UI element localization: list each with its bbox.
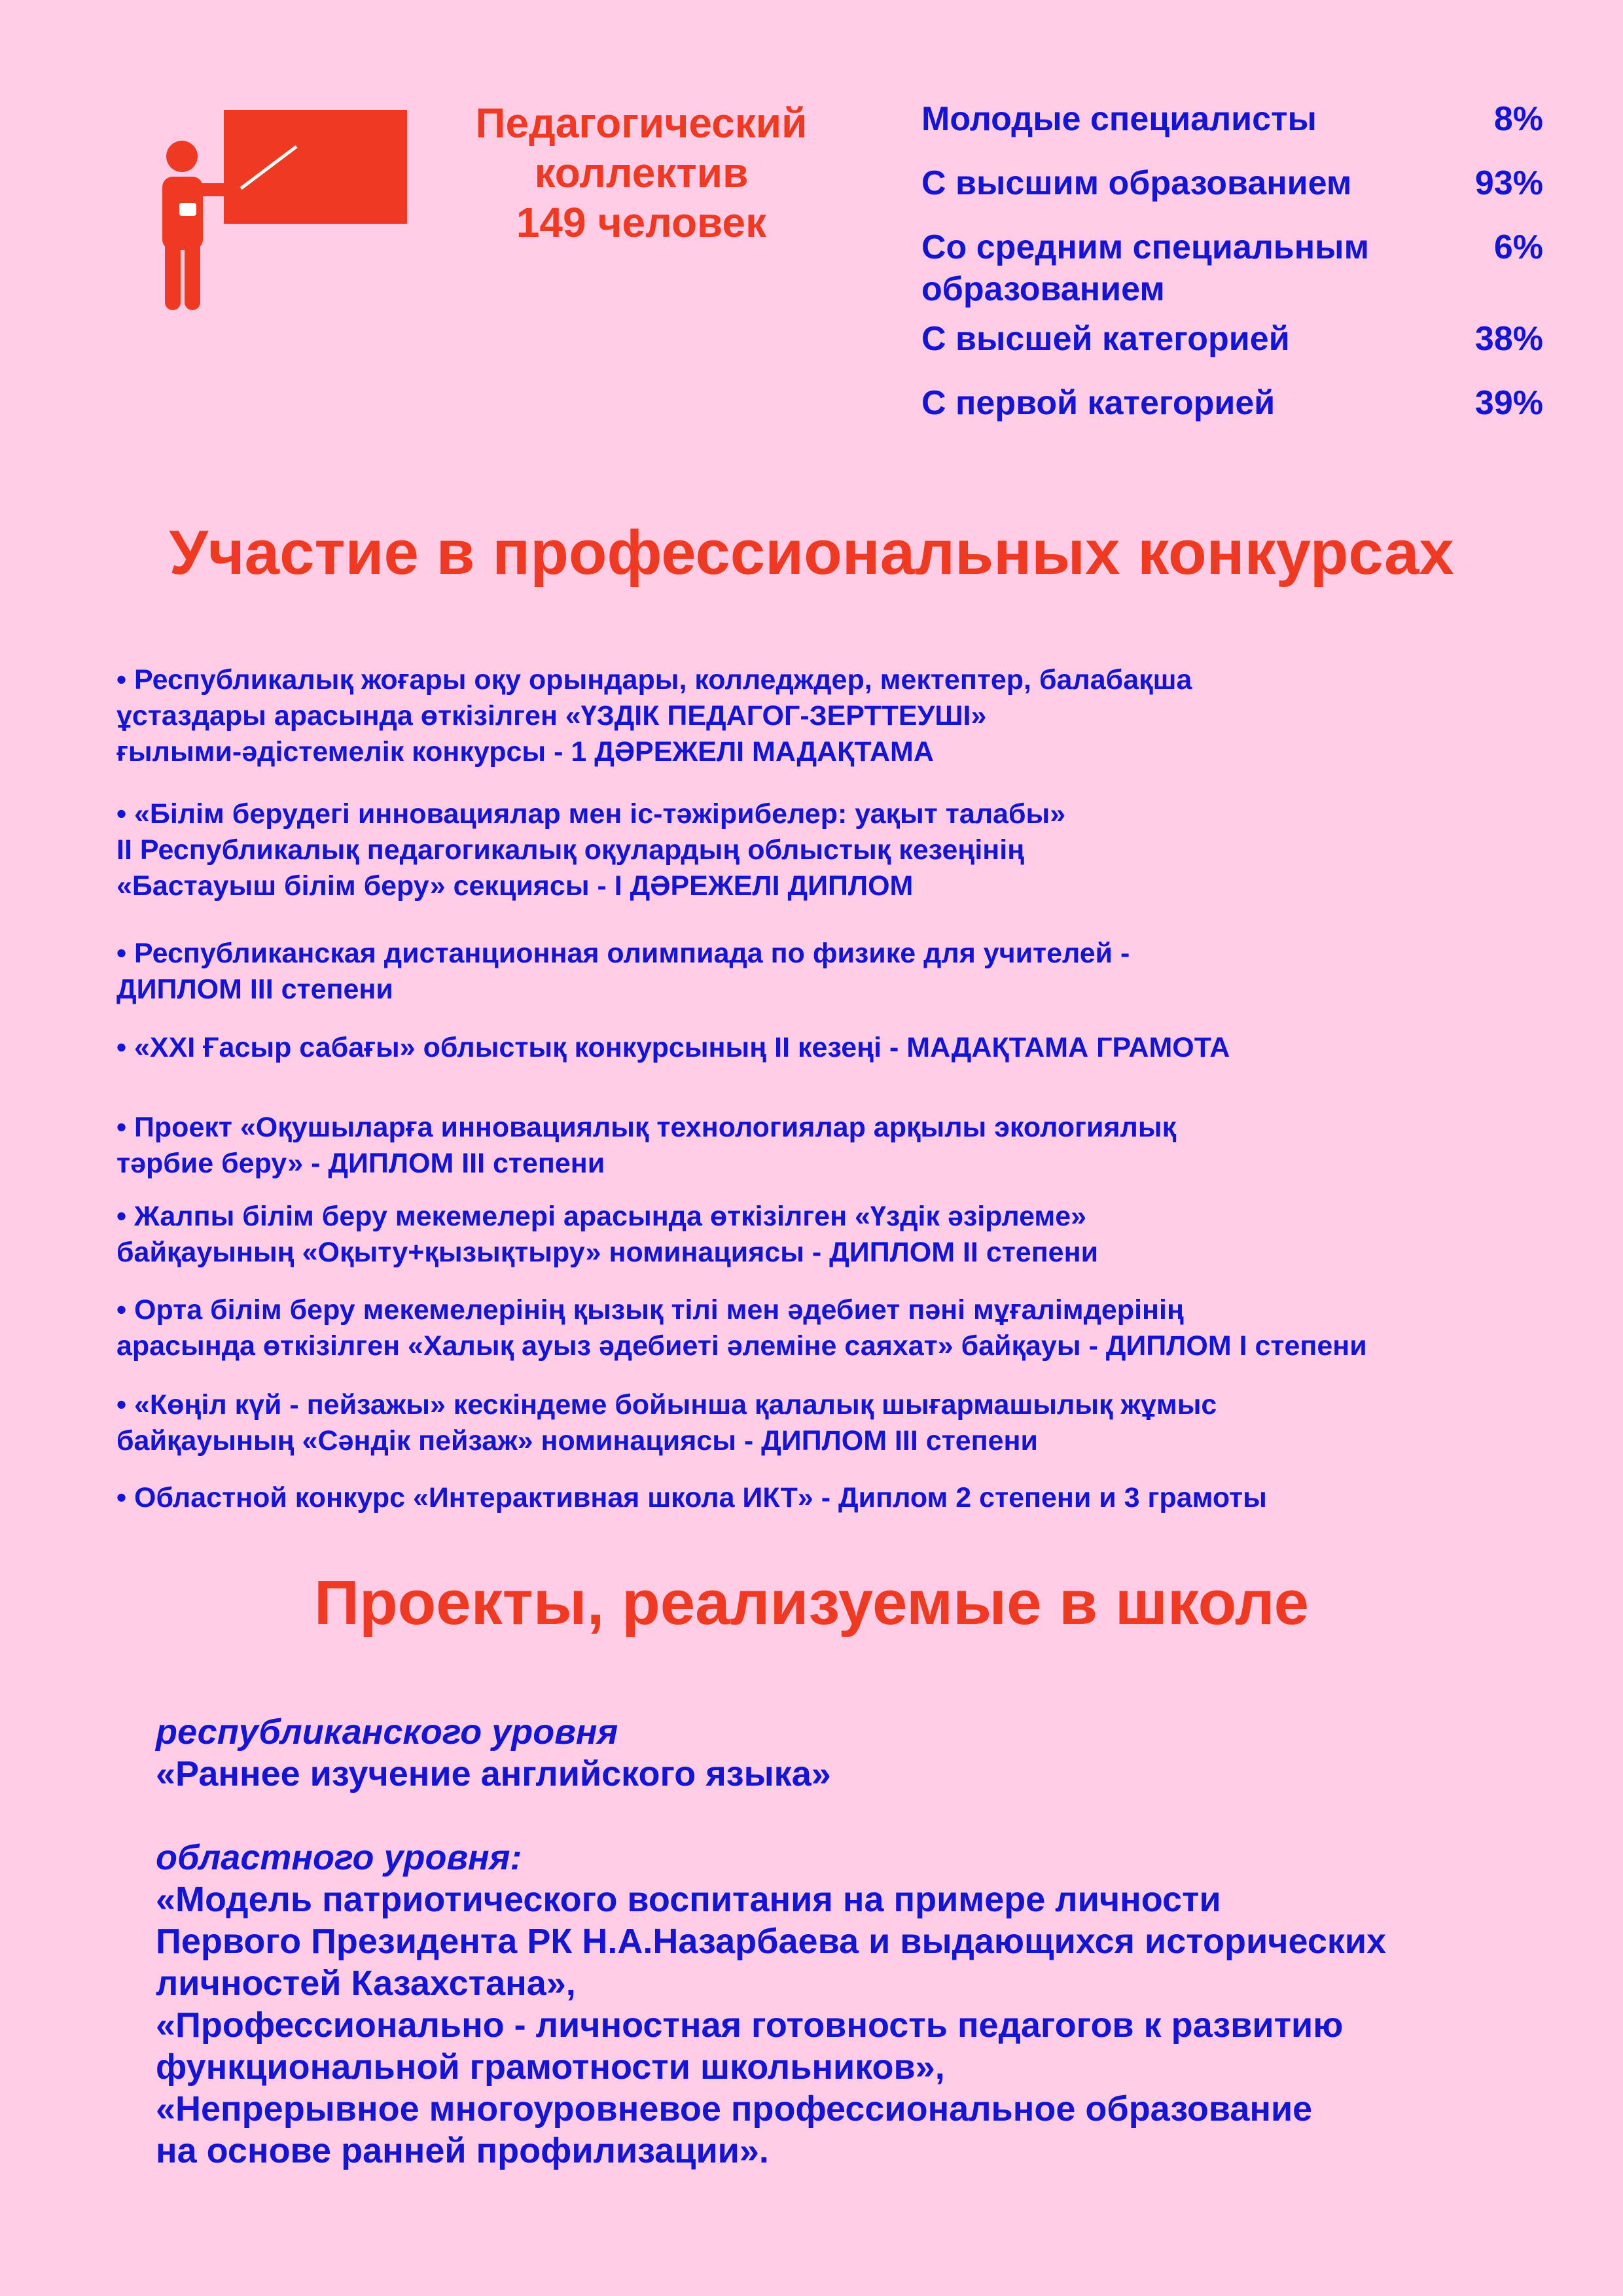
list-item <box>116 1292 1367 1364</box>
stat-value: 6% <box>1493 228 1543 266</box>
stat-row <box>921 98 1543 140</box>
contest-line: «Бастауыш білім беру» секциясы - I ДӘРЕЖЕЛІ ДИПЛОМ <box>116 870 914 902</box>
contest-line: байқауының «Оқыту+қызықтыру» номинациясы - ДИПЛОМ II степени <box>116 1237 1099 1268</box>
stat-label: Со средним специальным <box>921 228 1370 266</box>
projects-heading: Проекты, реализуемые в школе <box>314 1568 1309 1638</box>
contest-line: тәрбие беру» - ДИПЛОМ III степени <box>116 1148 605 1179</box>
stat-row <box>921 382 1543 424</box>
contest-line: ДИПЛОМ III степени <box>116 974 393 1005</box>
contest-line: • Областной конкурс «Интерактивная школа ИКТ» - Диплом 2 степени и 3 грамоты <box>116 1482 1267 1513</box>
stat-label: Молодые специалисты <box>921 100 1317 138</box>
list-item <box>116 1387 1217 1459</box>
contest-line: байқауының «Сәндік пейзаж» номинациясы - ДИПЛОМ III степени <box>116 1425 1038 1457</box>
stat-label: образованием <box>921 270 1165 308</box>
project-level: республиканского уровня <box>156 1712 618 1752</box>
list-item <box>116 1480 1267 1516</box>
contest-line: • Жалпы білім беру мекемелері арасында өткізілген «Үздік әзірлеме» <box>116 1201 1087 1232</box>
contest-line: ғылыми-әдістемелік конкурсы - 1 ДӘРЕЖЕЛІ МАДАҚТАМА <box>116 736 934 768</box>
contest-line: • «XXI Ғасыр сабағы» облыстық конкурсының II кезеңі - МАДАҚТАМА ГРАМОТА <box>116 1032 1230 1063</box>
list-item <box>116 796 1065 904</box>
stat-label: С первой категорией <box>921 384 1275 422</box>
contest-line: II Республикалық педагогикалық оқулардың облыстық кезеңінің <box>116 834 1025 866</box>
contest-line: арасында өткізілген «Халық ауыз әдебиеті әлеміне саяхат» байқауы - ДИПЛОМ I степени <box>116 1330 1367 1362</box>
list-item <box>116 936 1130 1008</box>
stat-value: 8% <box>1493 100 1543 138</box>
stat-row <box>921 318 1543 360</box>
staff-stats <box>921 98 1543 446</box>
contest-line: • Республиканская дистанционная олимпиада по физике для учителей - <box>116 938 1130 969</box>
contest-line: • Орта білім беру мекемелерінің қызық тілі мен әдебиет пәні мұғалімдерінің <box>116 1294 1184 1326</box>
stat-value: 39% <box>1474 384 1543 422</box>
teacher-board-icon <box>143 106 418 315</box>
project-line: функциональной грамотности школьников», <box>156 2047 945 2087</box>
stat-value: 38% <box>1474 320 1543 358</box>
list-item <box>116 1110 1176 1182</box>
project-level: областного уровня: <box>156 1838 522 1877</box>
project-line: «Модель патриотического воспитания на примере личности <box>156 1880 1221 1919</box>
contest-line: • «Көңіл күй - пейзажы» кескіндеме бойынша қалалық шығармашылық жұмыс <box>116 1389 1217 1421</box>
contest-line: • Проект «Оқушыларға инновациялық технологиялар арқылы экологиялық <box>116 1112 1177 1143</box>
stat-value: 93% <box>1474 164 1543 202</box>
list-item <box>116 662 1192 770</box>
staff-title <box>419 98 864 247</box>
contest-line: • «Білім берудегі инновациялар мен іс-тәжірибелер: уақыт талабы» <box>116 798 1066 830</box>
project-line: Первого Президента РК Н.А.Назарбаева и выдающихся исторических <box>156 1922 1387 1961</box>
stat-row <box>921 162 1543 204</box>
contests-heading: Участие в профессиональных конкурсах <box>169 518 1454 588</box>
staff-title-line: коллектив <box>534 149 749 196</box>
staff-count: 149 человек <box>516 199 767 246</box>
project-line: «Непрерывное многоуровневое профессиональное образование <box>156 2089 1313 2128</box>
stat-label: С высшей категорией <box>921 320 1290 358</box>
project-line: «Раннее изучение английского языка» <box>156 1754 831 1793</box>
contest-line: ұстаздары арасында өткізілген «ҮЗДІК ПЕДАГОГ-ЗЕРТТЕУШІ» <box>116 700 987 732</box>
contest-line: • Республикалық жоғары оқу орындары, колледждер, мектептер, балабақша <box>116 664 1192 696</box>
list-item <box>116 1030 1230 1066</box>
project-line: личностей Казахстана», <box>156 1964 576 2003</box>
project-line: «Профессионально - личностная готовность педагогов к развитию <box>156 2005 1344 2045</box>
staff-title-line: Педагогический <box>475 99 808 147</box>
stat-label: С высшим образованием <box>921 164 1352 202</box>
project-line: на основе ранней профилизации». <box>156 2131 769 2170</box>
projects-list <box>156 1711 1596 2172</box>
list-item <box>116 1199 1098 1271</box>
stat-row <box>921 226 1543 310</box>
